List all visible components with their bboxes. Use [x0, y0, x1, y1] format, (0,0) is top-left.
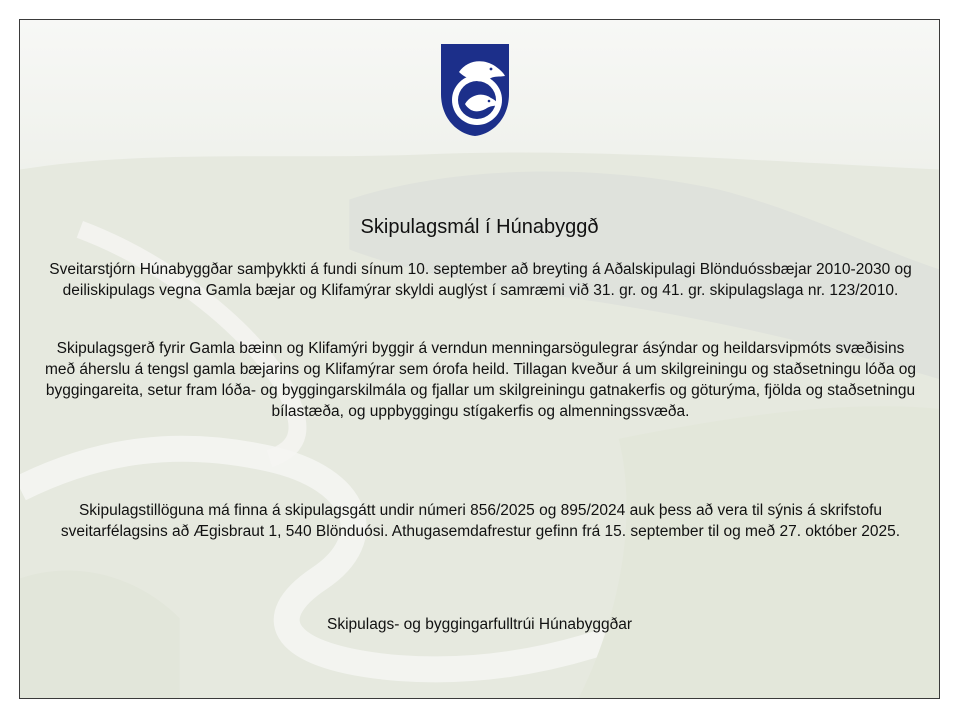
- notice-signature: Skipulags- og byggingarfulltrúi Húnabyggðar: [326, 616, 633, 633]
- notice-paragraph-description: Skipulagsgerð fyrir Gamla bæinn og Klifamýri byggir á verndun menningarsögulegrar ásýndar og heildarsvipmóts svæðisins með áherslu á tengsl gamla bæjarins og Klifamýrar sem órofa heild. Tillagan kveður á um skilgreiningu og staðsetningu lóða og byggingareita, setur fram lóða- og byggingarskilmála og fjallar um skilgreiningu gatnakerfis og göturýma, fjölda og staðsetningu bílastæða, og uppbyggingu stígakerfis og almenningssvæða.: [44, 340, 917, 420]
- notice-slide: [19, 19, 940, 699]
- notice-paragraph-availability: Skipulagstillöguna má finna á skipulagsgátt undir númeri 856/2025 og 895/2024 auk þess að vera til sýnis á skrifstofu sveitarfélagsins að Ægisbraut 1, 540 Blönduósi. Athugasemdafrestur gefinn frá 15. september til og með 27. október 2025.: [60, 502, 901, 540]
- notice-paragraph-approval: Sveitarstjórn Húnabyggðar samþykkti á fundi sínum 10. september að breyting á Aðalskipulagi Blönduóssbæjar 2010-2030 og deiliskipulags vegna Gamla bæjar og Klifamýrar skyldi auglýst í samræmi við 31. gr. og 41. gr. skipulagslaga nr. 123/2010.: [49, 261, 912, 299]
- notice-title: Skipulagsmál í Húnabyggð: [360, 216, 599, 238]
- polar-bear-crest-icon: [439, 42, 511, 138]
